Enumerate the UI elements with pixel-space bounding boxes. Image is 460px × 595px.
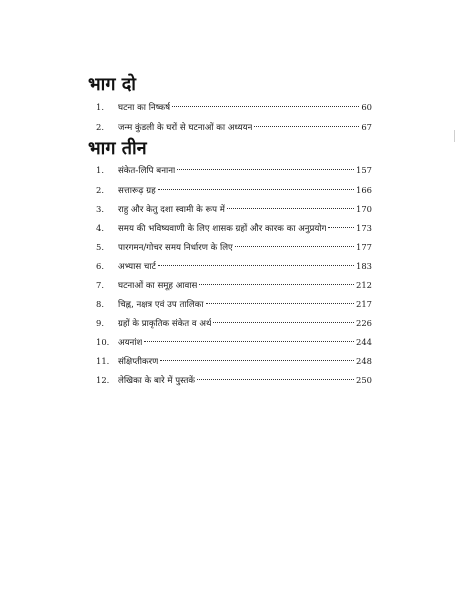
entry-page-number: 212: [356, 280, 372, 290]
entry-page-number: 67: [361, 122, 372, 132]
entry-title: चिह्न, नक्षत्र एवं उप तालिका: [118, 300, 204, 310]
toc-entry: [96, 119, 372, 135]
entry-number: 9.: [96, 318, 104, 328]
toc-entry: [96, 353, 372, 369]
entry-number: 8.: [96, 299, 104, 309]
entry-page-number: 183: [356, 261, 372, 271]
entry-number: 2.: [96, 122, 104, 132]
entry-number: 2.: [96, 185, 104, 195]
entry-page-number: 248: [356, 356, 372, 366]
toc-entry: [96, 334, 372, 350]
toc-entry: [96, 99, 372, 115]
dot-leader: [144, 341, 354, 342]
entry-number: 1.: [96, 102, 104, 112]
entry-page-number: 250: [356, 375, 372, 385]
toc-entry: [96, 162, 372, 178]
entry-number: 11.: [96, 356, 110, 366]
dot-leader: [235, 246, 354, 247]
toc-entry: [96, 182, 372, 198]
dot-leader: [172, 106, 359, 107]
entry-page-number: 60: [361, 102, 372, 112]
entry-title: संक्षिप्तीकरण: [118, 357, 159, 367]
dot-leader: [160, 360, 354, 361]
entry-title: संकेत-लिपि बनाना: [118, 166, 176, 176]
entry-number: 7.: [96, 280, 104, 290]
entry-title: पारगमन/गोचर समय निर्धारण के लिए: [118, 243, 233, 253]
toc-entry: [96, 239, 372, 255]
entry-page-number: 173: [356, 223, 372, 233]
toc-entry: [96, 201, 372, 217]
entry-title: समय की भविष्यवाणी के लिए शासक ग्रहों और कारक का अनुप्रयोग: [118, 224, 327, 234]
entry-page-number: 217: [356, 299, 372, 309]
toc-entry: [96, 315, 372, 331]
entry-title: घटनाओं का समूह आवास: [118, 281, 198, 291]
entry-title: ग्रहों के प्राकृतिक संकेत व अर्थ: [118, 319, 212, 329]
entry-number: 4.: [96, 223, 104, 233]
dot-leader: [254, 126, 359, 127]
scan-edge-mark: [454, 130, 455, 142]
entry-number: 3.: [96, 204, 104, 214]
dot-leader: [206, 303, 355, 304]
entry-page-number: 166: [356, 185, 372, 195]
entry-page-number: 177: [356, 242, 372, 252]
entry-title: अभ्यास चार्ट: [118, 262, 156, 272]
dot-leader: [213, 322, 354, 323]
dot-leader: [328, 227, 354, 228]
toc-entry: [96, 372, 372, 388]
entry-title: राहु और केतु दशा स्वामी के रूप में: [118, 205, 225, 215]
part-heading-two: भाग दो: [88, 74, 136, 95]
entry-title: सत्तारूढ़ ग्रह: [118, 186, 156, 196]
dot-leader: [158, 189, 354, 190]
toc-entry: [96, 258, 372, 274]
dot-leader: [158, 265, 354, 266]
entry-title: अयनांश: [118, 338, 143, 348]
dot-leader: [199, 284, 354, 285]
entry-page-number: 244: [356, 337, 372, 347]
entry-number: 5.: [96, 242, 104, 252]
entry-page-number: 170: [356, 204, 372, 214]
toc-entry: [96, 296, 372, 312]
entry-number: 6.: [96, 261, 104, 271]
entry-number: 1.: [96, 165, 104, 175]
entry-title: लेखिका के बारे में पुस्तकें: [118, 376, 195, 386]
dot-leader: [177, 169, 354, 170]
dot-leader: [227, 208, 354, 209]
dot-leader: [197, 379, 354, 380]
entry-page-number: 226: [356, 318, 372, 328]
entry-number: 10.: [96, 337, 110, 347]
toc-entry: [96, 277, 372, 293]
entry-number: 12.: [96, 375, 110, 385]
toc-entry: [96, 220, 372, 236]
entry-page-number: 157: [356, 165, 372, 175]
entry-title: जन्म कुंडली के घरों से घटनाओं का अध्ययन: [118, 123, 253, 133]
entry-title: घटना का निष्कर्ष: [118, 103, 171, 113]
part-heading-three: भाग तीन: [88, 138, 147, 159]
